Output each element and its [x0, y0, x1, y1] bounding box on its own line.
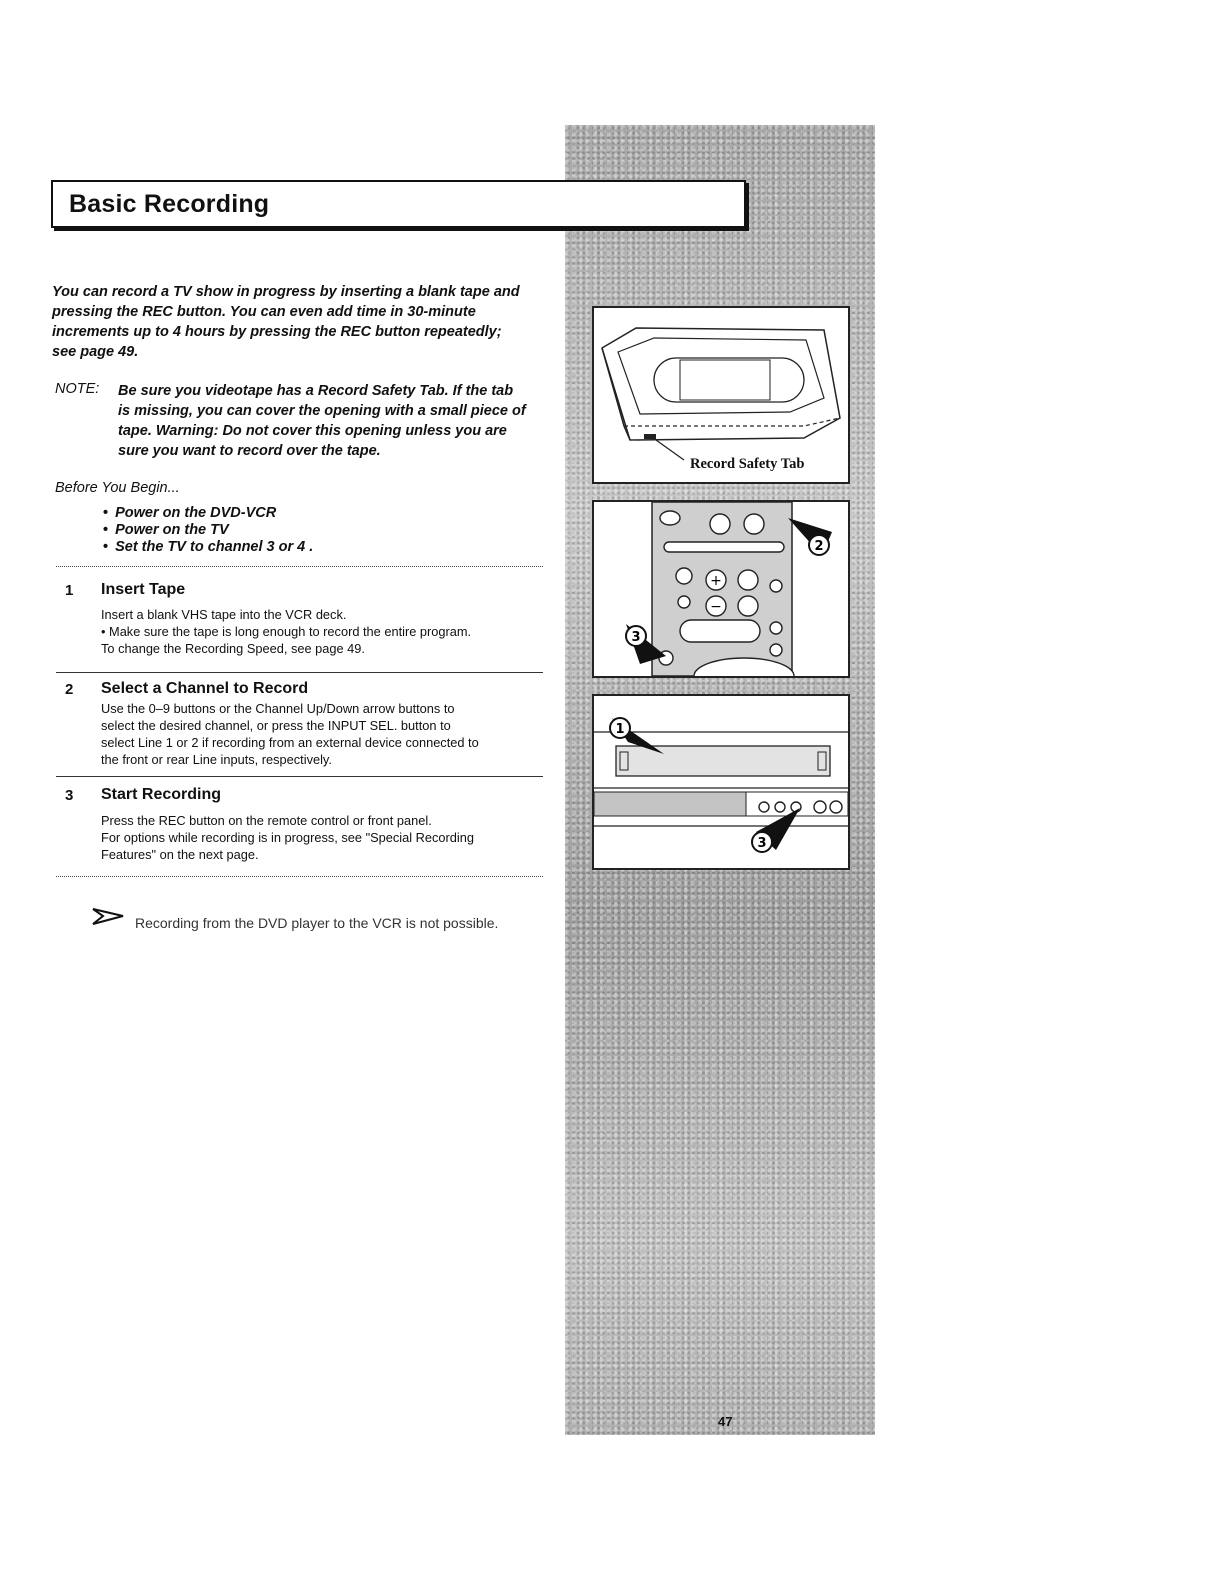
callout-pointer-icon [606, 712, 666, 762]
title-bar [51, 180, 746, 228]
callout-pointer-icon [622, 620, 668, 666]
step-1-body: Insert a blank VHS tape into the VCR deck. • Make sure the tape is long enough to record the entire program. To change the Recording Speed, see page 49. [101, 607, 472, 656]
divider [56, 776, 543, 777]
before-item: • Power on the DVD-VCR [103, 505, 313, 522]
page-number: 47 [718, 1414, 733, 1429]
step-2-body: Use the 0–9 buttons or the Channel Up/Down arrow buttons to select the desired channel, or press the INPUT SEL. button to select Line 1 or 2 if recording from an external device connected to the front or rear Line inputs, respectively. [101, 701, 479, 767]
step-2-title: Select a Channel to Record [101, 680, 309, 697]
note-label: NOTE: [55, 381, 100, 397]
callout-pointer-icon [746, 806, 802, 858]
tip-arrow-icon [91, 906, 125, 928]
tip-text: Recording from the DVD player to the VCR is not possible. [135, 915, 499, 931]
before-item: • Power on the TV [103, 522, 313, 539]
step-3-title: Start Recording [101, 786, 222, 803]
page-title: Basic Recording [69, 190, 270, 218]
before-list [103, 505, 313, 556]
callout-label: 2 [814, 539, 824, 554]
step-1-number: 1 [65, 582, 74, 599]
callout-label: 3 [631, 630, 641, 645]
divider [56, 876, 543, 877]
callout-pointer-icon [786, 512, 836, 562]
svg-text:+: + [710, 573, 722, 589]
callout-label: 1 [615, 722, 625, 737]
before-heading: Before You Begin... [55, 480, 180, 496]
callout-label: 3 [757, 836, 767, 851]
step-2-number: 2 [65, 681, 74, 698]
before-item: • Set the TV to channel 3 or 4 . [103, 539, 313, 556]
deck-figure [592, 694, 850, 870]
divider [56, 566, 543, 567]
svg-text:−: − [710, 599, 722, 615]
intro-paragraph: You can record a TV show in progress by inserting a blank tape and pressing the REC button. You can even add time in 30-minute increments up to 4 hours by pressing the REC button repeatedly; see page 49. [52, 284, 520, 360]
remote-figure [592, 500, 850, 678]
step-1-title: Insert Tape [101, 581, 186, 598]
tape-caption: Record Safety Tab [690, 456, 805, 472]
divider [56, 672, 543, 673]
tape-figure [592, 306, 850, 484]
step-3-number: 3 [65, 787, 74, 804]
step-3-body: Press the REC button on the remote control or front panel. For options while recording is in progress, see "Special Recording Features" on the next page. [101, 813, 474, 862]
note-text: Be sure you videotape has a Record Safety Tab. If the tab is missing, you can cover the opening with a small piece of tape. Warning: Do not cover this opening unless you are sure you want to record over the tape. [118, 383, 526, 459]
